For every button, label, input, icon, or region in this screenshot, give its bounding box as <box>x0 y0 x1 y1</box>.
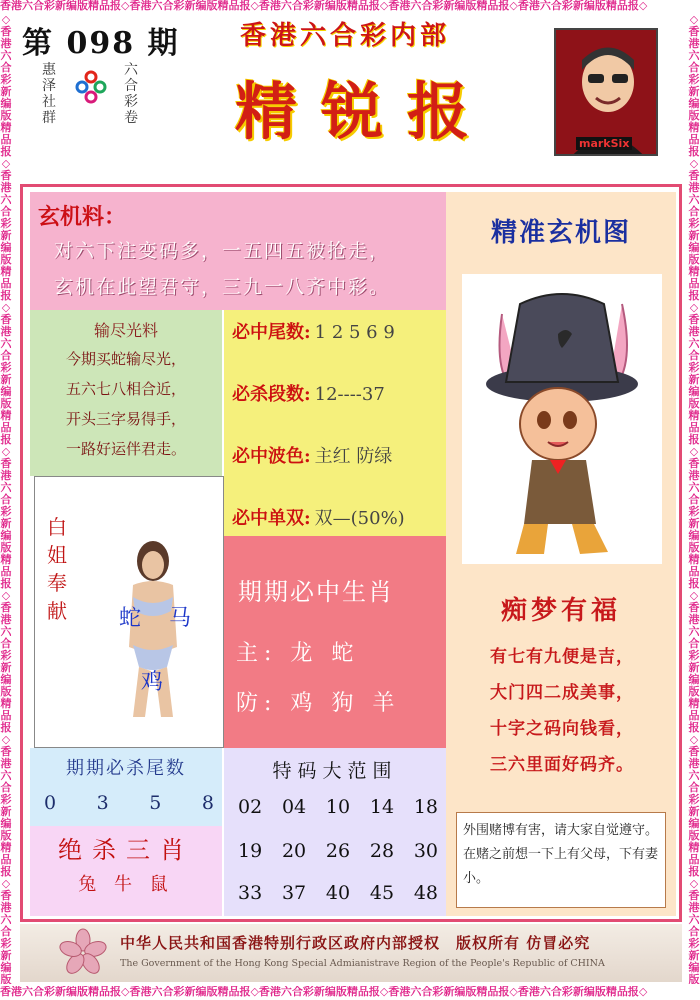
special-code-row <box>238 840 438 862</box>
kill-tail-number: 8 <box>201 792 214 814</box>
header-supertitle: 香港六合彩内部 <box>240 21 451 51</box>
lose-all-line-2: 五六七八相合近， <box>65 380 186 398</box>
zodiac-main: 主: 龙 蛇 <box>236 641 360 666</box>
border-banner-bottom: 香港六合彩新编版精品报◇香港六合彩新编版精品报◇香港六合彩新编版精品报◇香港六合彩新编版精品报◇香港六合彩新编版精品报◇ <box>0 986 648 998</box>
puzzle-image-title: 精准玄机图 <box>490 218 631 248</box>
left-subtitle: 惠泽社群 <box>42 62 56 126</box>
magician-rabbit-illustration <box>462 274 662 564</box>
special-code-cell: 04 <box>281 796 307 818</box>
special-code-cell: 19 <box>238 840 263 862</box>
photo-panel <box>34 476 224 748</box>
photo-side-text: 白姐奉献 <box>47 515 67 623</box>
zodiac-panel <box>224 536 446 748</box>
kill-three-title: 绝杀三肖 <box>58 836 194 864</box>
special-code-cell: 02 <box>238 796 263 818</box>
lose-all-line-1: 今期买蛇输尽光， <box>65 350 186 368</box>
special-code-cell: 18 <box>413 796 438 818</box>
lose-all-panel <box>30 310 222 476</box>
kill-tail-panel <box>30 748 222 826</box>
wave-color-label: 必中波色: <box>232 446 311 467</box>
zodiac-title: 期期必中生肖 <box>238 578 394 606</box>
special-code-cell: 26 <box>325 840 351 862</box>
bauhinia-emblem-icon <box>58 928 108 978</box>
special-code-cell: 10 <box>325 796 351 818</box>
puzzle-image <box>462 274 662 564</box>
kill-tail-number: 5 <box>149 792 162 814</box>
tail-digits-value: 1 2 5 6 9 <box>314 322 395 343</box>
kill-range-row <box>232 380 385 406</box>
kill-tail-number: 3 <box>96 792 109 814</box>
lottery-logo-icon <box>74 70 108 104</box>
right-column <box>446 192 676 916</box>
page-title: 精锐报 <box>235 75 494 148</box>
special-code-cell: 48 <box>413 882 438 904</box>
kill-three-panel <box>30 826 222 916</box>
zodiac-backup: 防: 鸡 狗 羊 <box>236 691 401 716</box>
must-hit-panel <box>224 310 446 536</box>
photo-tag-snake: 蛇 <box>119 606 142 631</box>
lose-all-line-3: 开头三字易得手， <box>65 410 186 428</box>
special-code-cell: 45 <box>369 882 395 904</box>
tail-digits-row <box>232 318 395 344</box>
riddle-panel <box>30 192 446 310</box>
footer-banner <box>20 924 682 982</box>
host-portrait <box>554 28 658 156</box>
odd-even-row <box>232 504 405 530</box>
fortune-line-4: 三六里面好码齐。 <box>490 755 634 775</box>
riddle-title: 玄机料： <box>38 204 127 230</box>
special-code-cell: 14 <box>369 796 395 818</box>
special-code-cell: 28 <box>369 840 395 862</box>
kill-three-animals: 兔 牛 鼠 <box>78 874 174 895</box>
kill-tail-numbers <box>44 792 214 814</box>
border-banner-right: ◇香港六合彩新编版精品报◇香港六合彩新编版精品报◇香港六合彩新编版精品报◇香港六合彩新编版精品报◇香港六合彩新编版精品报◇香港六合彩新编版精品报◇香港六合彩新编版 <box>688 14 700 984</box>
wave-color-value: 主红 防绿 <box>314 446 393 467</box>
border-banner-left: ◇香港六合彩新编版精品报◇香港六合彩新编版精品报◇香港六合彩新编版精品报◇香港六合彩新编版精品报◇香港六合彩新编版精品报◇香港六合彩新编版精品报◇香港六合彩新编版 <box>0 14 12 984</box>
kill-range-label: 必杀段数: <box>232 384 311 405</box>
kill-tail-number: 0 <box>44 792 57 814</box>
special-code-cell: 33 <box>238 882 263 904</box>
border-banner-top: 香港六合彩新编版精品报◇香港六合彩新编版精品报◇香港六合彩新编版精品报◇香港六合彩新编版精品报◇香港六合彩新编版精品报◇ <box>0 0 648 12</box>
odd-even-label: 必中单双: <box>232 508 311 529</box>
fortune-line-2: 大门四二成美事， <box>490 683 634 703</box>
lose-all-title: 输尽光料 <box>93 321 158 340</box>
riddle-line-1: 对六下注变码多，一五四五被抢走， <box>54 240 391 262</box>
fortune-line-1: 有七有九便是吉， <box>490 647 634 667</box>
photo-tag-horse: 马 <box>169 606 192 631</box>
special-code-row <box>238 882 438 904</box>
special-code-panel <box>224 748 446 916</box>
special-code-cell: 37 <box>281 882 307 904</box>
footer-cn-text: 中华人民共和国香港特别行政区政府内部授权 版权所有 仿冒必究 <box>120 934 591 952</box>
wave-color-row <box>232 442 392 468</box>
gambling-warning: 外围赌博有害，请大家自觉遵守。在赌之前想一下上有父母，下有妻小。 <box>456 812 666 908</box>
tail-digits-label: 必中尾数: <box>232 322 311 343</box>
right-subtitle: 六合彩卷 <box>124 62 138 126</box>
special-code-cell: 40 <box>325 882 351 904</box>
issue-number: 第 098 期 <box>22 26 180 61</box>
photo-tag-rooster: 鸡 <box>141 670 164 695</box>
lose-all-line-4: 一路好运伴君走。 <box>65 440 186 458</box>
odd-even-value: 双—(50%) <box>314 508 405 529</box>
special-code-cell: 30 <box>413 840 438 862</box>
special-code-cell: 20 <box>281 840 307 862</box>
kill-range-value: 12----37 <box>314 384 385 405</box>
special-code-title: 特码大范围 <box>272 760 398 782</box>
marksix-logo: markSix <box>576 137 632 150</box>
special-code-row <box>238 796 438 818</box>
fortune-title: 痴梦有福 <box>500 596 621 626</box>
riddle-line-2: 玄机在此望君守，三九一八齐中彩。 <box>54 276 391 298</box>
kill-tail-title: 期期必杀尾数 <box>66 758 186 779</box>
footer-en-text: The Government of the Hong Kong Special Admianistrave Region of the People's Republic of CHINA <box>120 958 605 969</box>
fortune-line-3: 十字之码向钱看， <box>490 719 634 739</box>
